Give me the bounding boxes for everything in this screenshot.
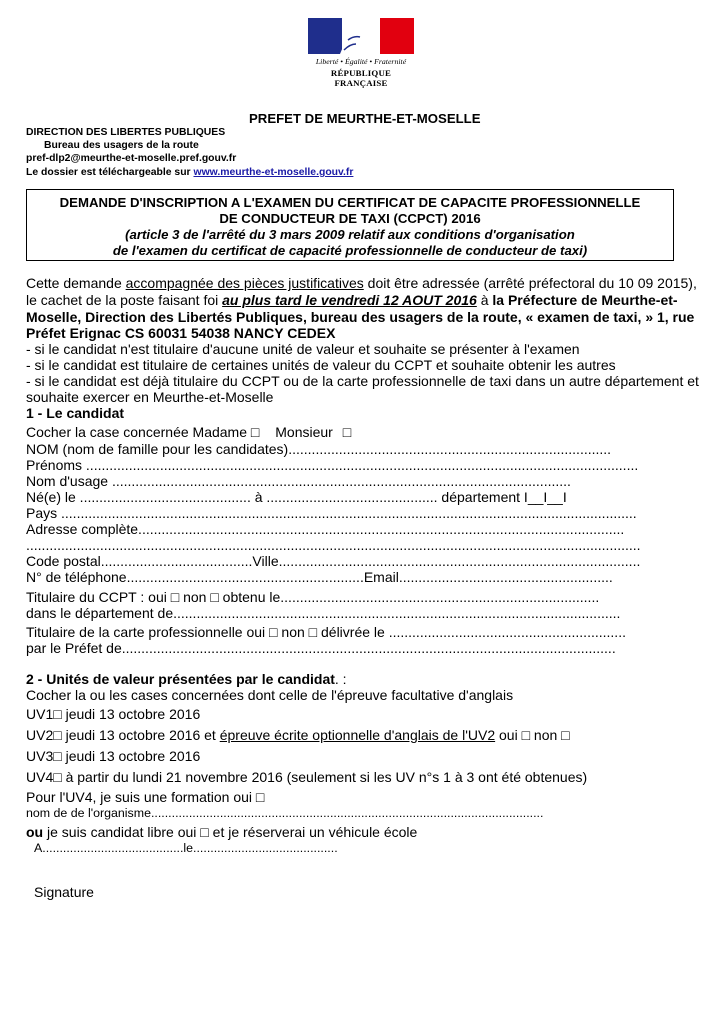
adresse-field[interactable]: Adresse complète............................................................................................................................. xyxy=(26,521,625,537)
candidat-libre-line: ou je suis candidat libre oui □ et je réserverai un véhicule école xyxy=(26,824,418,840)
motto: Liberté • Égalité • Fraternité xyxy=(315,57,407,66)
section2-instruction: Cocher la ou les cases concernées dont celle de l'épreuve facultative d'anglais xyxy=(26,687,514,703)
prefet-field[interactable]: par le Préfet de............................................................................................................................... xyxy=(26,640,616,656)
bullet-2: - si le candidat est titulaire de certaines unités de valeur du CCPT et souhaite obtenir les autres xyxy=(26,357,616,373)
naissance-field[interactable]: Né(e) le ............................................ à ............................................ département I__I__I xyxy=(26,489,567,505)
nom-field[interactable]: NOM (nom de famille pour les candidates)................................................................................... xyxy=(26,441,612,457)
departement-field[interactable]: dans le département de................................................................................................................... xyxy=(26,605,621,621)
intro-line1: Cette demande accompagnée des pièces justificatives doit être adressée (arrêté préfectoral du 10 09 2015), xyxy=(26,275,697,291)
republique-francaise-logo xyxy=(308,18,414,88)
bullet-4: souhaite exercer en Meurthe-et-Moselle xyxy=(26,389,274,405)
ccpt-field[interactable]: Titulaire du CCPT : oui □ non □ obtenu le.................................................................................. xyxy=(26,589,600,605)
download-prefix: Le dossier est téléchargeable sur xyxy=(26,167,191,178)
madame-checkbox[interactable]: □ xyxy=(250,424,260,440)
title-box xyxy=(26,189,674,261)
section2-heading: 2 - Unités de valeur présentées par le candidat. : xyxy=(26,671,347,687)
nom-usage-field[interactable]: Nom d'usage ...................................................................................................................... xyxy=(26,473,571,489)
uv3-option[interactable]: UV3□ jeudi 13 octobre 2016 xyxy=(26,748,201,764)
bureau-label: Bureau des usagers de la route xyxy=(44,140,199,151)
anglais-option: épreuve écrite optionnelle d'anglais de l'UV2 xyxy=(219,727,496,743)
pieces-justificatives: accompagnée des pièces justificatives xyxy=(125,275,364,291)
adresse-field-2[interactable]: .............................................................................................................................................................. xyxy=(26,537,641,553)
email-address: pref-dlp2@meurthe-et-moselle.pref.gouv.fr xyxy=(26,153,237,164)
organisme-field[interactable]: nom de de l'organisme.................................................................................................................. xyxy=(26,806,544,820)
code-postal-ville-field[interactable]: Code postal.......................................Ville............................................................................................. xyxy=(26,553,641,569)
pays-field[interactable]: Pays .................................................................................................................................................... xyxy=(26,505,637,521)
uv2-option[interactable]: UV2□ jeudi 13 octobre 2016 et épreuve écrite optionnelle d'anglais de l'UV2 oui □ non □ xyxy=(26,727,570,743)
title-line4: de l'examen du certificat de capacité professionnelle de conducteur de taxi) xyxy=(112,243,588,258)
intro-line4: Préfet Erignac CS 60031 54038 NANCY CEDEX xyxy=(26,325,336,341)
direction-label: DIRECTION DES LIBERTES PUBLIQUES xyxy=(26,127,226,138)
carte-pro-field[interactable]: Titulaire de la carte professionnelle oui □ non □ délivrée le ............................................................. xyxy=(26,624,626,640)
intro-line2: le cachet de la poste faisant foi au plus tard le vendredi 12 AOUT 2016 à la Préfecture de Meurthe-et- xyxy=(26,292,678,308)
uv4-option[interactable]: UV4□ à partir du lundi 21 novembre 2016 (seulement si les UV n°s 1 à 3 ont été obtenues) xyxy=(26,769,588,785)
lieu-date-field[interactable]: A.........................................le.......................................... xyxy=(34,841,338,855)
section1-heading: 1 - Le candidat xyxy=(26,405,125,421)
prenoms-field[interactable]: Prénoms .............................................................................................................................................. xyxy=(26,457,639,473)
deadline: au plus tard le vendredi 12 AOUT 2016 xyxy=(222,292,477,308)
signature-label: Signature xyxy=(34,884,94,900)
title-line1: DEMANDE D'INSCRIPTION A L'EXAMEN DU CERTIFICAT DE CAPACITE PROFESSIONNELLE xyxy=(59,195,641,210)
monsieur-checkbox[interactable]: □ xyxy=(342,424,352,440)
marianne-icon xyxy=(330,20,378,54)
intro-line3: Moselle, Direction des Libertés Publiques, bureau des usagers de la route, « examen de taxi, » 1, rue xyxy=(26,309,695,325)
bullet-1: - si le candidat n'est titulaire d'aucune unité de valeur et souhaite se présenter à l'examen xyxy=(26,341,580,357)
civility-line: Cocher la case concernée Madame □ Monsieur □ xyxy=(26,424,352,440)
prefet-heading: PREFET DE MEURTHE-ET-MOSELLE xyxy=(249,111,481,126)
formation-line: Pour l'UV4, je suis une formation oui □ xyxy=(26,789,265,805)
download-line xyxy=(26,166,353,179)
bullet-3: - si le candidat est déjà titulaire du CCPT ou de la carte professionnelle de taxi dans un autre département et xyxy=(26,373,699,389)
title-line2: DE CONDUCTEUR DE TAXI (CCPCT) 2016 xyxy=(219,211,481,226)
title-line3: (article 3 de l'arrêté du 3 mars 2009 relatif aux conditions d'organisation xyxy=(125,227,575,242)
download-link[interactable]: www.meurthe-et-moselle.gouv.fr xyxy=(193,167,354,178)
telephone-email-field[interactable]: N° de téléphone.............................................................Email....................................................... xyxy=(26,569,613,585)
uv1-option[interactable]: UV1□ jeudi 13 octobre 2016 xyxy=(26,706,201,722)
republique-francaise-label: RÉPUBLIQUE FRANÇAISE xyxy=(330,68,392,88)
formation-checkbox[interactable]: oui □ xyxy=(233,789,265,805)
